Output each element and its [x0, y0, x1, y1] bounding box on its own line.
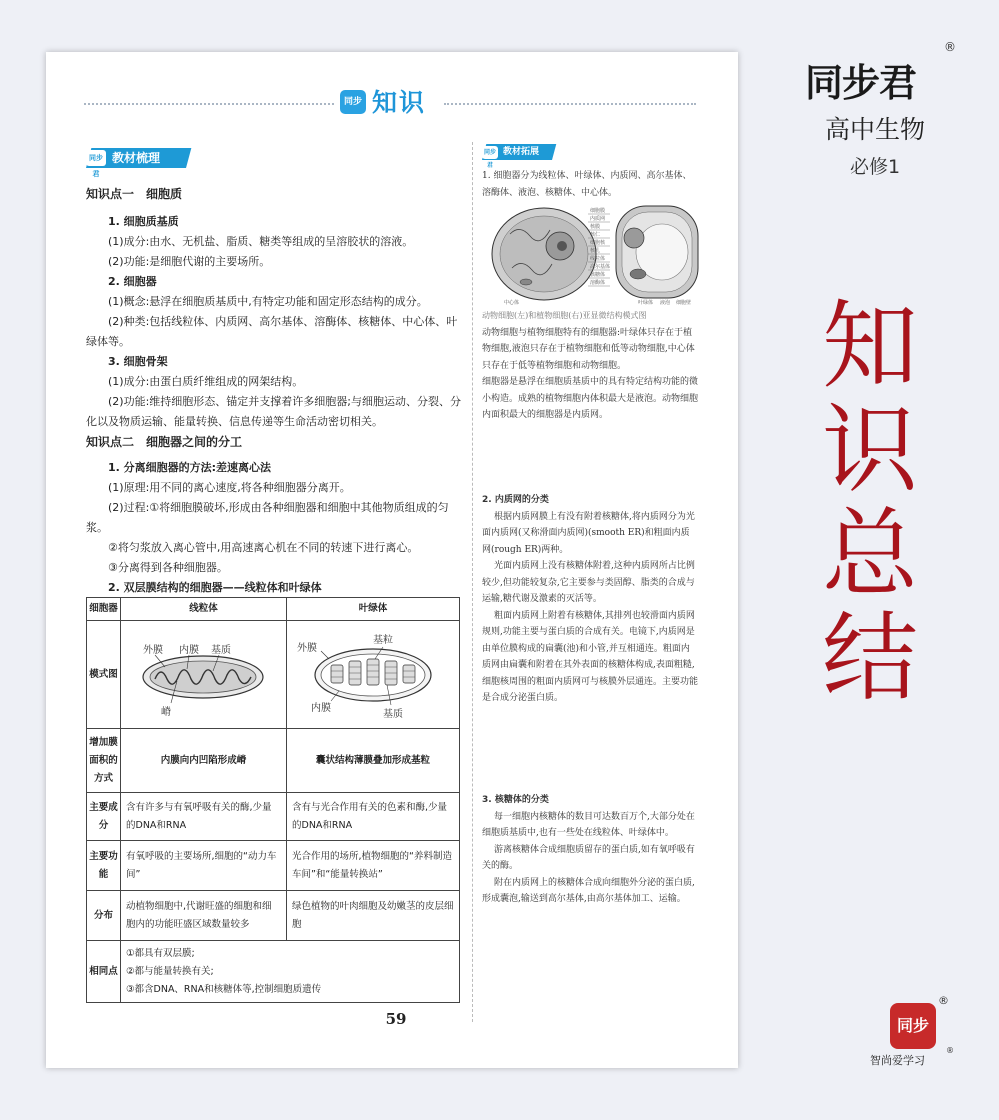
- row-label-model: 模式图: [87, 621, 121, 729]
- chloroplast-diagram: [287, 621, 459, 721]
- organelle-comparison-table: [86, 597, 460, 1003]
- kp1-s1: 1. 细胞质基质: [108, 215, 179, 228]
- ext3-p3: 附在内质网上的核糖体合成向细胞外分泌的蛋白质,形成囊泡,输送到高尔基体,由高尔基体加工、运输。: [482, 877, 695, 904]
- extension-item-3: [482, 792, 698, 908]
- cell-structure-diagram: [490, 204, 700, 306]
- kp2-s1-p4: ③分离得到各种细胞器。: [108, 561, 228, 574]
- ext1-p1: 动物细胞与植物细胞特有的细胞器:叶绿体只存在于植物细胞,液泡只存在于植物细胞和低等动物细胞,中心体只存在于低等植物细胞和动物细胞。: [482, 327, 695, 371]
- row-label-composition: 主要成分: [87, 793, 121, 841]
- section-badge-icon: 同步君: [86, 150, 106, 166]
- mito-label-outer: 外膜: [143, 645, 163, 656]
- kp2-s1: 1. 分离细胞器的方法:差速离心法: [108, 461, 272, 474]
- registered-mark: ®: [944, 40, 956, 54]
- kp1-s2: 2. 细胞器: [108, 275, 157, 288]
- cell-label-0: 细胞膜: [590, 208, 606, 214]
- cell-label-wall: 细胞壁: [676, 300, 692, 306]
- big-title-char-1: 知: [822, 290, 918, 402]
- publisher-logo-icon: 同步: [890, 1003, 936, 1049]
- mitochondria-diagram: [121, 621, 285, 721]
- dist-chloroplast: 绿色植物的叶肉细胞及幼嫩茎的皮层细胞: [287, 891, 460, 941]
- row-label-area: 增加膜面积的方式: [87, 729, 121, 793]
- brand-logo-text: 同步君: [805, 61, 917, 105]
- chloroplast-diagram-cell: [287, 621, 460, 729]
- ext3-p2: 游离核糖体合成细胞质留存的蛋白质,如有氧呼吸有关的酶。: [482, 844, 695, 871]
- ext3-title: 3. 核糖体的分类: [482, 795, 549, 805]
- cell-label-9: 溶酶体: [590, 280, 606, 286]
- page-number: 59: [385, 1010, 407, 1028]
- mito-label-matrix: 基质: [211, 645, 231, 656]
- knowledge-point-1: [86, 184, 462, 432]
- knowledge-point-2: [86, 432, 462, 598]
- kp2-s2: 2. 双层膜结构的细胞器——线粒体和叶绿体: [108, 581, 322, 594]
- cell-label-6: 线粒体: [590, 256, 606, 262]
- cell-label-vacuole: 液泡: [660, 300, 671, 306]
- kp2-title: 知识点二 细胞器之间的分工: [86, 435, 243, 449]
- book-label: 必修1: [849, 156, 901, 178]
- ext2-p3: 粗面内质网上附着有核糖体,其排列也较滑面内质网规则,功能主要与蛋白质的合成有关。电镜下,内质网是由单位膜构成的扁囊(池)和小管,并互相通连。粗面内质网由扁囊和附着在其外表面的核糖体构成,表面粗糙,细胞核周围的粗面内质网可与核膜外层通连。主要功能是合成分泌蛋白质。: [482, 610, 699, 703]
- comp-chloroplast: 含有与光合作用有关的色素和酶,少量的DNA和RNA: [287, 793, 460, 841]
- chloro-label-outer: 外膜: [297, 643, 317, 654]
- similarity-1: ①都具有双层膜;: [126, 947, 195, 959]
- kp1-s3-p2: (2)功能:维持细胞形态、锚定并支撑着许多细胞器;与细胞运动、分裂、分化以及物质运输、能量转换、信息传递等生命活动密切相关。: [86, 395, 461, 428]
- kp1-s1-p2: (2)功能:是细胞代谢的主要场所。: [108, 255, 271, 268]
- similarities-cell: [121, 941, 460, 1003]
- func-mitochondria: 有氧呼吸的主要场所,细胞的“动力车间”: [121, 841, 287, 891]
- table-header-organelle: 细胞器: [87, 598, 121, 621]
- big-title-char-4: 结: [822, 602, 918, 714]
- row-label-distribution: 分布: [87, 891, 121, 941]
- cell-label-7: 高尔基体: [590, 264, 611, 270]
- page-title-row: [84, 86, 696, 131]
- cell-label-centrosome: 中心体: [504, 300, 520, 306]
- cell-label-3: 核仁: [590, 232, 601, 238]
- title-badge-icon: 同步君: [340, 90, 366, 114]
- page-title: 知识: [372, 88, 427, 117]
- chloro-label-granum: 基粒: [373, 635, 393, 646]
- extension-item-1-body: [482, 308, 698, 424]
- ext2-p2: 光面内质网上没有核糖体附着,这种内质网所占比例较少,但功能较复杂,它主要参与类固醇、脂类的合成与运输,糖代谢及激素的灭活等。: [482, 561, 695, 604]
- kp1-s3: 3. 细胞骨架: [108, 355, 168, 368]
- logo-registered-mark: ®: [938, 994, 949, 1007]
- kp1-s3-p1: (1)成分:由蛋白质纤维组成的网架结构。: [108, 375, 304, 388]
- kp1-title: 知识点一 细胞质: [86, 187, 183, 201]
- cell-label-2: 核膜: [590, 224, 601, 230]
- similarity-2: ②都与能量转换有关;: [126, 965, 214, 977]
- area-mitochondria: 内膜向内凹陷形成嵴: [121, 729, 287, 793]
- extension-section-title: 教材拓展: [503, 147, 540, 157]
- title-dotted-line-left: [84, 103, 334, 105]
- cell-label-5: 核孔: [590, 248, 601, 254]
- mito-label-inner: 内膜: [179, 645, 199, 656]
- kp1-s2-p2: (2)种类:包括线粒体、内质网、高尔基体、溶酶体、核糖体、中心体、叶绿体等。: [86, 315, 458, 348]
- mito-label-crista: 嵴: [161, 707, 171, 718]
- publisher-slogan: 智尚爱学习: [870, 1054, 925, 1067]
- cell-label-8: 核糖体: [590, 272, 606, 278]
- row-label-function: 主要功能: [87, 841, 121, 891]
- cell-label-1: 内质网: [590, 216, 606, 222]
- area-chloroplast: 囊状结构薄膜叠加形成基粒: [287, 729, 460, 793]
- ext2-p1: 根据内质网膜上有没有附着核糖体,将内质网分为光面内质网(又称滑面内质网)(smooth ER)和粗面内质网(rough ER)两种。: [482, 511, 695, 555]
- extension-item-2: [482, 492, 698, 707]
- chloro-label-inner: 内膜: [311, 703, 331, 714]
- slogan-registered-mark: ®: [946, 1046, 954, 1055]
- cell-label-chloroplast: 叶绿体: [638, 300, 654, 306]
- document-page: [46, 52, 738, 1068]
- cell-diagram-caption: 动物细胞(左)和植物细胞(右)亚显微结构模式图: [482, 311, 647, 320]
- kp2-s1-p2: (2)过程:①将细胞膜破坏,形成由各种细胞器和细胞中其他物质组成的匀浆。: [86, 501, 449, 534]
- ext3-p1: 每一细胞内核糖体的数目可达数百万个,大部分处在细胞质基质中,也有一些处在线粒体、叶绿体中。: [482, 811, 695, 838]
- table-header-mitochondria: 线粒体: [121, 598, 287, 621]
- kp2-s1-p3: ②将匀浆放入离心管中,用高速离心机在不同的转速下进行离心。: [108, 541, 419, 554]
- row-label-similarities: 相同点: [87, 941, 121, 1003]
- section-header-extension: [482, 144, 560, 169]
- section-header-textbook: [86, 148, 196, 178]
- big-title-char-3: 总: [822, 498, 918, 610]
- mitochondria-diagram-cell: [121, 621, 287, 729]
- dist-mitochondria: 动植物细胞中,代谢旺盛的细胞和细胞内的功能旺盛区域数量较多: [121, 891, 287, 941]
- kp1-s1-p1: (1)成分:由水、无机盐、脂质、糖类等组成的呈溶胶状的溶液。: [108, 235, 414, 248]
- chloro-label-stroma: 基质: [383, 709, 403, 720]
- title-dotted-line-right: [444, 103, 696, 105]
- column-divider: [472, 142, 473, 1022]
- kp2-s1-p1: (1)原理:用不同的离心速度,将各种细胞器分离开。: [108, 481, 351, 494]
- section-badge-icon-small: 同步君: [482, 146, 498, 159]
- extension-item-1: [482, 168, 698, 201]
- cell-label-4: 细胞核: [590, 240, 606, 246]
- section-title: 教材梳理: [112, 151, 161, 165]
- ext2-title: 2. 内质网的分类: [482, 495, 549, 505]
- similarity-3: ③都含DNA、RNA和核糖体等,控制细胞质遗传: [126, 983, 322, 995]
- func-chloroplast: 光合作用的场所,植物细胞的“养料制造车间”和“能量转换站”: [287, 841, 460, 891]
- comp-mitochondria: 含有许多与有氧呼吸有关的酶,少量的DNA和RNA: [121, 793, 287, 841]
- ext1-text: 1. 细胞器分为线粒体、叶绿体、内质网、高尔基体、溶酶体、液泡、核糖体、中心体。: [482, 171, 692, 198]
- kp1-s2-p1: (1)概念:悬浮在细胞质基质中,有特定功能和固定形态结构的成分。: [108, 295, 428, 308]
- ext1-p2: 细胞器是悬浮在细胞质基质中的具有特定结构功能的微小构造。成熟的植物细胞内体积最大是液泡。动物细胞内面积最大的细胞器是内质网。: [482, 377, 699, 420]
- table-header-chloroplast: 叶绿体: [287, 598, 460, 621]
- big-title-char-2: 识: [822, 394, 918, 506]
- subject-label: 高中生物: [824, 115, 925, 144]
